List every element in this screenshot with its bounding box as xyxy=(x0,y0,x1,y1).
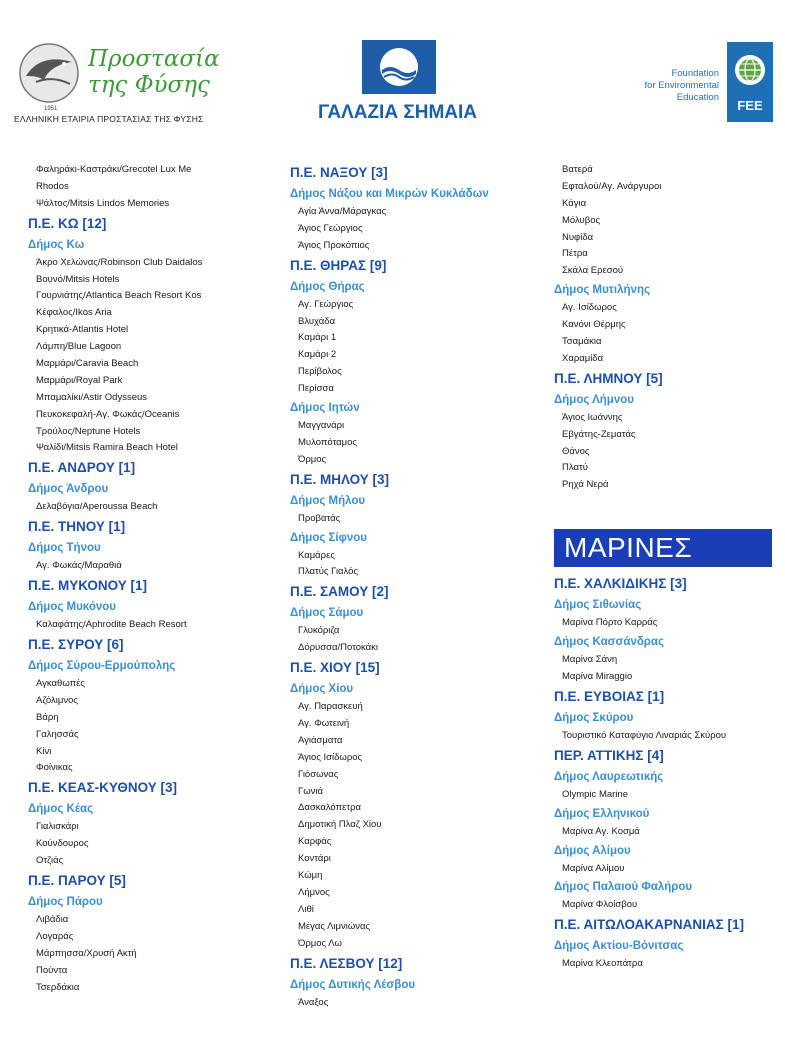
list-item: Κοντάρι xyxy=(298,853,331,865)
list-item: Αγία Άννα/Μάραγκας xyxy=(298,206,387,217)
municipality-heading: Δήμος Παλαιού Φαλήρου xyxy=(554,881,693,894)
list-item: Λιθί xyxy=(298,903,314,915)
list-item: Σκάλα Ερεσού xyxy=(562,265,624,277)
list-item: Εφταλού/Αγ. Ανάργυροι xyxy=(562,180,662,192)
section-heading: Π.Ε. ΘΗΡΑΣ [9] xyxy=(290,257,387,273)
municipality-heading: Δήμος Αλίμου xyxy=(554,844,631,857)
municipality-heading: Δήμος Μήλου xyxy=(290,494,366,507)
fee-label: FEE xyxy=(737,98,763,113)
list-item: Olympic Marine xyxy=(562,788,628,800)
list-item: Ρηχά Νερά xyxy=(562,479,609,491)
list-item: Δημοτική Πλαζ Χίου xyxy=(298,819,382,831)
list-item: Άναξος xyxy=(298,996,329,1008)
list-item: Δελαβόγια/Aperoussa Beach xyxy=(36,501,158,513)
list-item: Καμάρες xyxy=(298,549,335,561)
list-item: Ψαλίδι/Mitsis Ramira Beach Hotel xyxy=(36,442,178,454)
blue-flag-logo xyxy=(305,40,490,130)
list-item: Πούντα xyxy=(36,964,68,976)
municipality-heading: Δήμος Δυτικής Λέσβου xyxy=(290,978,416,991)
list-item: Αγιάσματα xyxy=(298,734,343,746)
list-item: Άγιος Γεώργιος xyxy=(298,222,363,234)
list-item: Κίνι xyxy=(36,745,52,757)
section-heading: Π.Ε. ΧΑΛΚΙΔΙΚΗΣ [3] xyxy=(554,576,687,592)
list-item: Φαληράκι-Καστράκι/Grecotel Lux Me xyxy=(36,164,192,175)
list-item: Περίβολος xyxy=(298,366,342,378)
list-item: Καμάρι 2 xyxy=(298,349,337,361)
list-item: Γουρνιάτης/Atlantica Beach Resort Kos xyxy=(36,290,202,302)
list-item: Δασκαλόπετρα xyxy=(298,802,362,814)
list-item: Αγ. Γεώργιος xyxy=(298,298,354,310)
section-heading: Π.Ε. ΤΗΝΟΥ [1] xyxy=(28,519,126,535)
list-item: Όρμος xyxy=(298,453,327,465)
list-item: Άγιος Ισίδωρος xyxy=(298,751,363,763)
list-item: Μάρπησσα/Χρυσή Ακτή xyxy=(36,947,137,959)
list-item: Τρούλος/Neptune Hotels xyxy=(36,425,141,437)
list-item: Λήμνος xyxy=(298,886,330,898)
list-item: Μέγας Λιμνιώνας xyxy=(298,920,371,932)
list-item: Λογαράς xyxy=(36,930,74,942)
municipality-heading: Δήμος Ιητών xyxy=(290,402,360,415)
section-heading: Π.Ε. ΚΩ [12] xyxy=(28,215,107,231)
section-heading: Π.Ε. ΑΝΔΡΟΥ [1] xyxy=(28,460,136,476)
section-heading: Π.Ε. ΣΥΡΟΥ [6] xyxy=(28,637,124,653)
list-item: Γλυκόριζα xyxy=(298,625,340,637)
fee-logo xyxy=(625,40,775,124)
list-item: Κανόνι Θέρμης xyxy=(562,319,626,331)
municipality-heading: Δήμος Κω xyxy=(28,238,85,251)
list-item: Καμάρι 1 xyxy=(298,332,337,344)
list-item: Αγ. Φωτεινή xyxy=(298,718,350,730)
since-year: 1951 xyxy=(44,106,58,112)
list-item: Κρητικά-Atlantis Hotel xyxy=(36,324,129,336)
municipality-heading: Δήμος Άνδρου xyxy=(28,483,109,496)
section-heading: ΠΕΡ. ΑΤΤΙΚΗΣ [4] xyxy=(554,747,664,763)
list-item: Μαρμάρι/Caravia Beach xyxy=(36,358,139,370)
list-item: Γιόσωνας xyxy=(298,768,339,780)
list-item: Βουνό/Mitsis Hotels xyxy=(36,273,120,285)
list-item: Μαρίνα Σάνη xyxy=(562,654,618,666)
list-item: Μυλοπόταμος xyxy=(298,436,358,448)
blue-flag-icon xyxy=(362,40,436,94)
section-heading: Π.Ε. ΜΥΚΟΝΟΥ [1] xyxy=(28,578,148,594)
bird-emblem-icon xyxy=(18,42,80,104)
fee-text: Foundation for Environmental Education xyxy=(644,68,719,103)
municipality-heading: Δήμος Μυκόνου xyxy=(28,601,116,614)
municipality-heading: Δήμος Σιθωνίας xyxy=(554,599,642,612)
section-heading: Π.Ε. ΛΕΣΒΟΥ [12] xyxy=(290,955,403,971)
list-item: Θάνος xyxy=(562,445,590,457)
section-heading: Π.Ε. ΕΥΒΟΙΑΣ [1] xyxy=(554,688,665,704)
list-item: Μπαμαλίκι/Astir Odysseus xyxy=(36,391,148,403)
org-name: ΕΛΛΗΝΙΚΗ ΕΤΑΙΡΙΑ ΠΡΟΣΤΑΣΙΑΣ ΤΗΣ ΦΥΣΗΣ xyxy=(14,114,204,124)
municipality-heading: Δήμος Θήρας xyxy=(290,280,365,293)
list-item: Άγιος Ιωάννης xyxy=(562,411,623,423)
list-item: Κέφαλος/Ikos Aria xyxy=(36,307,112,319)
list-item: Οτζιάς xyxy=(36,855,64,867)
list-item: Μαρίνα Αγ. Κοσμά xyxy=(562,825,640,837)
municipality-heading: Δήμος Σίφνου xyxy=(290,531,367,544)
list-item: Περίσσα xyxy=(298,383,334,395)
list-item: Βατερά xyxy=(562,164,593,175)
municipality-heading: Δήμος Κέας xyxy=(28,803,94,816)
section-heading: Π.Ε. ΣΑΜΟΥ [2] xyxy=(290,584,389,600)
page-header xyxy=(0,0,785,140)
list-item: Πέτρα xyxy=(562,248,588,260)
column-3 xyxy=(554,162,779,973)
section-heading: Π.Ε. ΛΗΜΝΟΥ [5] xyxy=(554,370,663,386)
list-item: Όρμος Λω xyxy=(298,937,342,949)
municipality-heading: Δήμος Σάμου xyxy=(290,607,364,620)
list-item: Άγιος Προκόπιος xyxy=(298,239,370,251)
list-item: Τουριστικό Καταφύγιο Λιναριάς Σκύρου xyxy=(562,729,727,741)
section-heading: Π.Ε. ΝΑΞΟΥ [3] xyxy=(290,165,388,180)
list-item: Κάγια xyxy=(562,197,587,209)
globe-icon xyxy=(727,42,773,96)
municipality-heading: Δήμος Μυτιλήνης xyxy=(554,284,650,297)
protasia-fysis-logo xyxy=(14,38,224,128)
marinas-banner: ΜΑΡΙΝΕΣ xyxy=(554,529,772,567)
list-item: Πλατύ xyxy=(562,462,588,474)
municipality-heading: Δήμος Τήνου xyxy=(28,542,101,555)
municipality-heading: Δήμος Λήμνου xyxy=(554,393,634,406)
list-item: Καρφάς xyxy=(298,836,332,848)
fee-box xyxy=(727,42,773,122)
list-item: Μόλυβος xyxy=(562,214,601,226)
list-item: Προβατάς xyxy=(298,512,341,524)
municipality-heading: Δήμος Κασσάνδρας xyxy=(554,636,664,649)
list-item: Γωνιά xyxy=(298,785,324,797)
municipality-heading: Δήμος Ακτίου-Βόνιτσας xyxy=(554,940,684,953)
list-item: Τσερδάκια xyxy=(36,981,80,993)
brand-name: Προστασία της Φύσης xyxy=(88,46,220,98)
list-item: Βάρη xyxy=(36,711,59,723)
list-item: Ψάλτος/Mitsis Lindos Memories xyxy=(36,197,170,209)
list-item: Αγ. Ισίδωρος xyxy=(562,302,617,314)
list-item: Φοίνικας xyxy=(36,762,73,774)
list-item: Μαρίνα Αλίμου xyxy=(562,862,625,874)
list-item: Μαρίνα Miraggio xyxy=(562,671,633,683)
list-item: Βλυχάδα xyxy=(298,315,336,327)
list-item: Χαραμίδα xyxy=(562,352,604,364)
section-heading: Π.Ε. ΑΙΤΩΛΟΑΚΑΡΝΑΝΙΑΣ [1] xyxy=(554,917,744,933)
section-heading: Π.Ε. ΚΕΑΣ-ΚΥΘΝΟΥ [3] xyxy=(28,780,177,796)
list-item: Μαρίνα Φλοίσβου xyxy=(562,899,638,911)
list-kos xyxy=(28,255,268,458)
blue-flag-title: ΓΑΛΑΖΙΑ ΣΗΜΑΙΑ xyxy=(317,102,478,123)
column-1 xyxy=(28,162,268,997)
section-heading: Π.Ε. ΠΑΡΟΥ [5] xyxy=(28,873,126,889)
municipality-heading: Δήμος Χίου xyxy=(290,683,354,696)
column-2 xyxy=(290,162,540,1011)
municipality-heading: Δήμος Σκύρου xyxy=(554,711,634,724)
list-item: Αζόλιμνος xyxy=(36,694,78,706)
list-item: Μαρίνα Κλεοπάτρα xyxy=(562,958,643,970)
municipality-heading: Δήμος Σύρου-Ερμούπολης xyxy=(28,660,176,673)
list-item: Δόρυσσα/Ποτοκάκι xyxy=(298,642,378,654)
list-item: Γιαλισκάρι xyxy=(36,821,79,833)
municipality-heading: Δήμος Νάξου και Μικρών Κυκλάδων xyxy=(290,188,489,200)
list-item: Λιβάδια xyxy=(36,914,69,926)
list-item: Αγ. Φωκάς/Μαραθιά xyxy=(36,560,122,572)
list-item: Πλατύς Γιαλός xyxy=(298,566,359,578)
list-item: Αγ. Παρασκευή xyxy=(298,701,363,713)
list-item: Πευκοκεφαλή-Αγ. Φωκάς/Oceanis xyxy=(36,408,180,420)
municipality-heading: Δήμος Λαυρεωτικής xyxy=(554,770,664,783)
list-item: Νυφίδα xyxy=(562,231,594,243)
list-top xyxy=(28,162,268,213)
municipality-heading: Δήμος Ελληνικού xyxy=(554,807,650,820)
list-item: Rhodos xyxy=(36,180,69,192)
list-item: Καλαφάτης/Aphrodite Beach Resort xyxy=(36,619,187,631)
list-item: Γαλησσάς xyxy=(36,728,79,740)
municipality-heading: Δήμος Πάρου xyxy=(28,896,103,909)
list-item: Άκρο Χελώνας/Robinson Club Daidalos xyxy=(36,256,203,268)
section-heading: Π.Ε. ΧΙΟΥ [15] xyxy=(290,660,380,676)
list-item: Μαγγανάρι xyxy=(298,420,345,432)
list-item: Μαρμάρι/Royal Park xyxy=(36,374,123,386)
list-item: Αγκαθωπές xyxy=(36,678,85,690)
list-item: Τσαμάκια xyxy=(562,336,602,348)
list-item: Μαρίνα Πόρτο Καρράς xyxy=(562,617,658,629)
section-heading: Π.Ε. ΜΗΛΟΥ [3] xyxy=(290,471,390,487)
list-item: Εβγάτης-Ζεματάς xyxy=(562,428,636,440)
list-item: Κούνδουρος xyxy=(36,838,89,850)
list-item: Κώμη xyxy=(298,870,323,882)
list-item: Λάμπη/Blue Lagoon xyxy=(36,341,122,353)
